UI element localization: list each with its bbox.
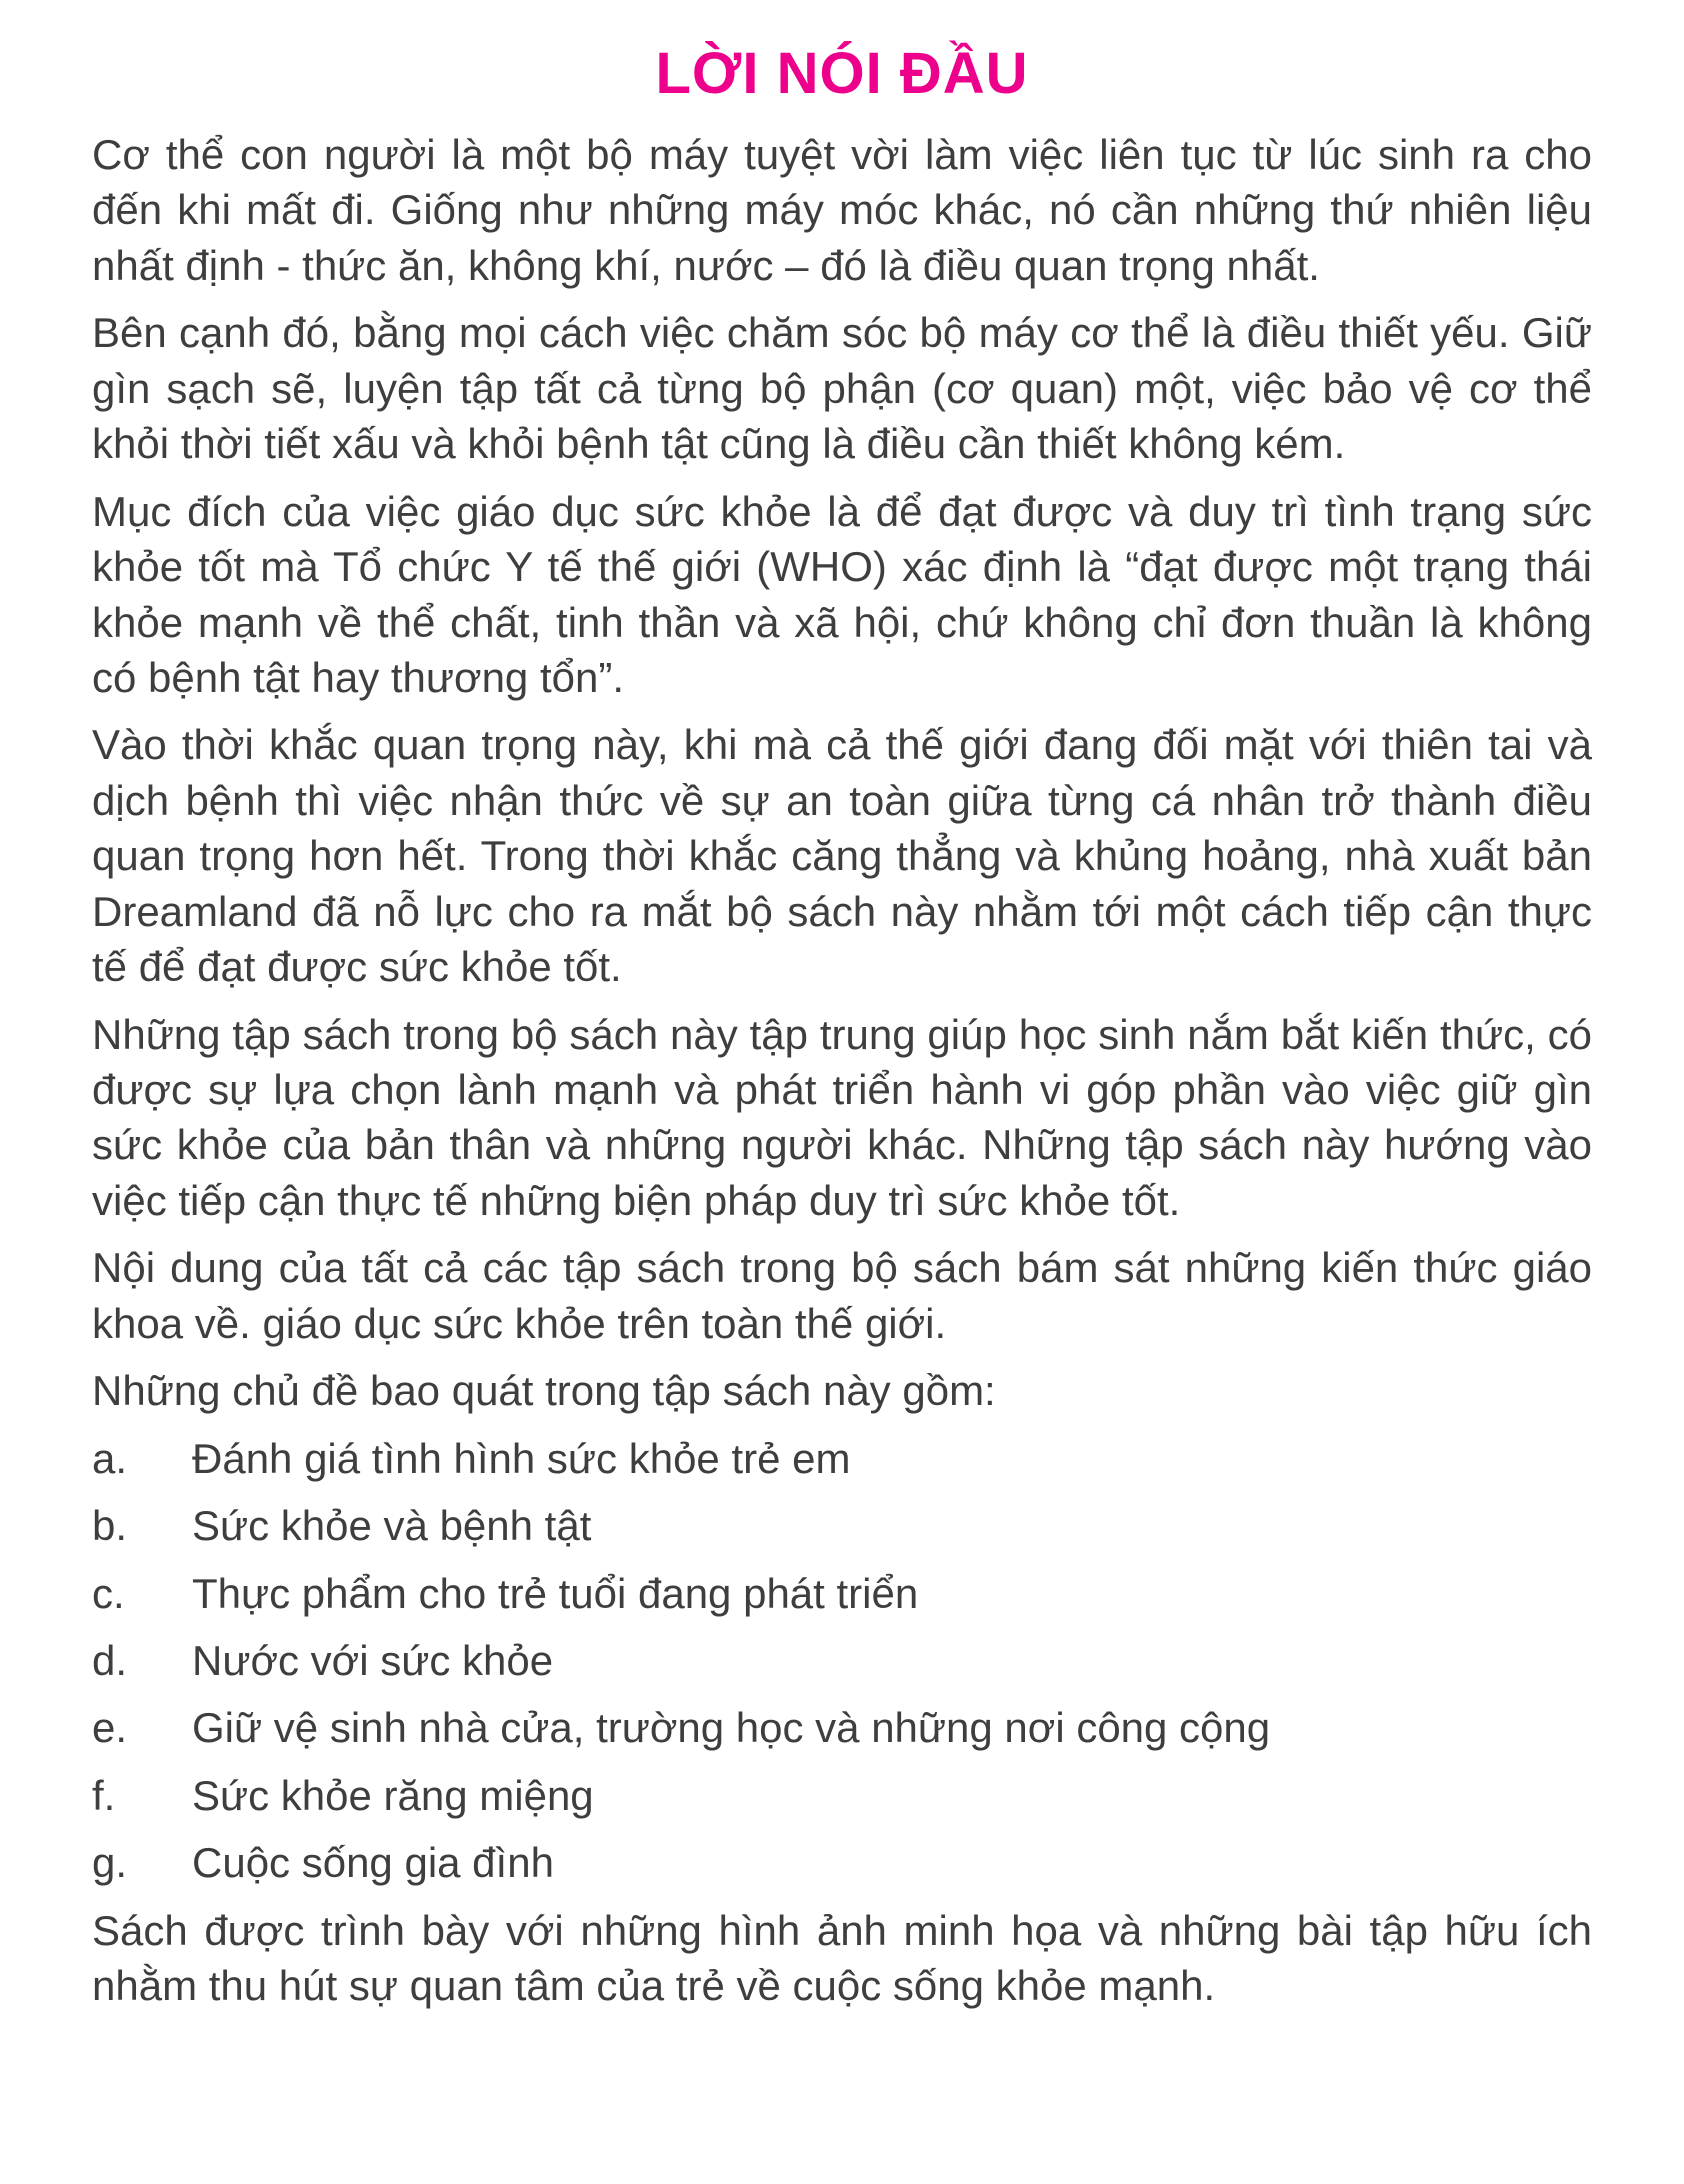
list-item — [92, 1498, 1592, 1553]
list-item-marker: g. — [92, 1839, 128, 1887]
paragraph-who-definition: Mục đích của việc giáo dục sức khỏe là để đạt được và duy trì tình trạng sức khỏe tốt mà Tổ chức Y tế thế giới (WHO) xác định là “đạt được một trạng thái khỏe mạnh về thể chất, tinh thần và xã hội, chứ không chỉ đơn thuần là không có bệnh tật hay thương tổn”. — [92, 487, 1592, 701]
list-item-text: Đánh giá tình hình sức khỏe trẻ em — [192, 1434, 851, 1482]
list-item — [92, 1768, 1592, 1823]
paragraph-topics-intro: Những chủ đề bao quát trong tập sách này gồm: — [92, 1367, 996, 1415]
list-item-text: Cuộc sống gia đình — [192, 1839, 554, 1887]
page-title: LỜI NÓI ĐẦU — [655, 41, 1029, 106]
list-item-text: Sức khỏe và bệnh tật — [192, 1502, 592, 1550]
list-item-marker: f. — [92, 1771, 116, 1819]
list-item-text: Nước với sức khỏe — [192, 1636, 554, 1684]
list-item — [92, 1566, 1592, 1621]
list-item-text: Sức khỏe răng miệng — [192, 1771, 594, 1819]
list-item — [92, 1835, 1592, 1890]
list-item — [92, 1633, 1592, 1688]
list-item — [92, 1700, 1592, 1755]
list-item-marker: e. — [92, 1704, 128, 1752]
paragraph-content-scope: Nội dung của tất cả các tập sách trong bộ sách bám sát những kiến thức giáo khoa về. giáo dục sức khỏe trên toàn thế giới. — [92, 1244, 1592, 1347]
closing-paragraph: Sách được trình bày với những hình ảnh minh họa và những bài tập hữu ích nhằm thu hút sự quan tâm của trẻ về cuộc sống khỏe mạnh. — [92, 1906, 1592, 2010]
paragraph-publisher: Vào thời khắc quan trọng này, khi mà cả thế giới đang đối mặt với thiên tai và dịch bệnh thì việc nhận thức về sự an toàn giữa từng cá nhân trở thành điều quan trọng hơn hết. Trong thời khắc căng thẳng và khủng hoảng, nhà xuất bản Dreamland đã nỗ lực cho ra mắt bộ sách này nhằm tới một cách tiếp cận thực tế để đạt được sức khỏe tốt. — [92, 721, 1592, 991]
list-item-marker: d. — [92, 1636, 128, 1684]
list-item-text: Thực phẩm cho trẻ tuổi đang phát triển — [192, 1569, 919, 1617]
topic-list — [92, 1431, 1592, 1891]
list-item-marker: a. — [92, 1434, 128, 1482]
list-item — [92, 1431, 1592, 1486]
paragraph-intro-body: Cơ thể con người là một bộ máy tuyệt vời làm việc liên tục từ lúc sinh ra cho đến khi mất đi. Giống như những máy móc khác, nó cần những thứ nhiên liệu nhất định - thức ăn, không khí, nước – đó là điều quan trọng nhất. — [92, 131, 1592, 289]
paragraph-care: Bên cạnh đó, bằng mọi cách việc chăm sóc bộ máy cơ thể là điều thiết yếu. Giữ gìn sạch sẽ, luyện tập tất cả từng bộ phận (cơ quan) một, việc bảo vệ cơ thể khỏi thời tiết xấu và khỏi bệnh tật cũng là điều cần thiết không kém. — [92, 309, 1592, 468]
list-item-marker: c. — [92, 1569, 125, 1617]
paragraph-books-focus: Những tập sách trong bộ sách này tập trung giúp học sinh nắm bắt kiến thức, có được sự lựa chọn lành mạnh và phát triển hành vi góp phần vào việc giữ gìn sức khỏe của bản thân và những người khác. Những tập sách này hướng vào việc tiếp cận thực tế những biện pháp duy trì sức khỏe tốt. — [92, 1010, 1592, 1224]
list-item-marker: b. — [92, 1502, 128, 1550]
list-item-text: Giữ vệ sinh nhà cửa, trường học và những nơi công cộng — [192, 1704, 1271, 1752]
